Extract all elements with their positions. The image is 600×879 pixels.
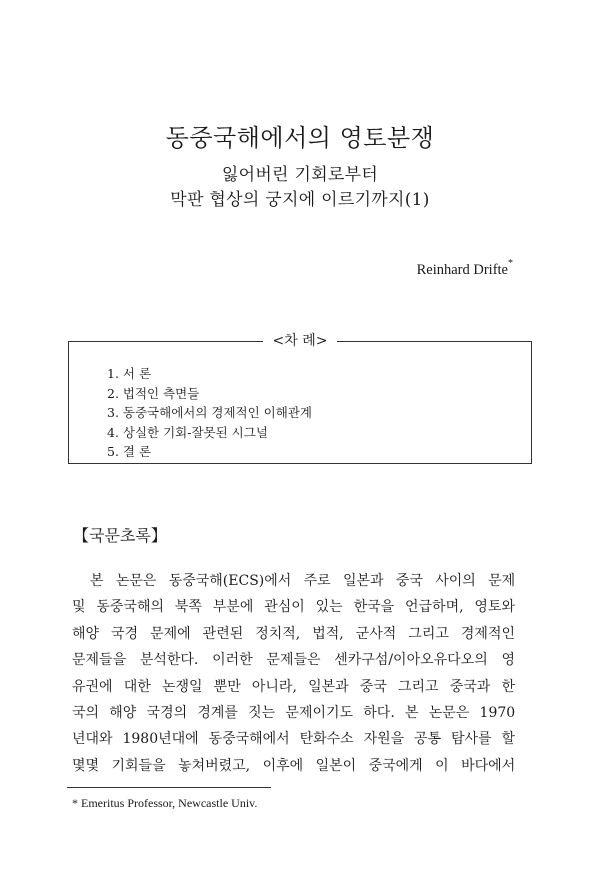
abstract-line: 국의 해양 국경의 경계를 짓는 문제이기도 하다. 본 논문은 1970 — [72, 705, 516, 722]
footnote: * Emeritus Professor, Newcastle Univ. — [72, 796, 258, 810]
abstract-line: 유권에 대한 논쟁일 뿐만 아니라, 일본과 중국 그리고 중국과 한 — [72, 678, 515, 695]
paper-subtitle-line-1: 잃어버린 기회로부터 — [221, 165, 379, 185]
abstract-line: 년대와 1980년대에 동중국해에서 탄화수소 자원을 공통 탐사를 할 — [72, 731, 515, 748]
abstract-line: 해양 국경 문제에 관련된 정치적, 법적, 군사적 그리고 경제적인 — [72, 625, 515, 642]
abstract-heading: 【국문초록】 — [73, 526, 167, 545]
author-footnote-mark: * — [508, 258, 513, 269]
abstract-line: 문제들을 분석한다. 이러한 문제들은 센카구섬/이아오유다오의 영 — [72, 652, 515, 669]
paper-title: 동중국해에서의 영토분쟁 — [165, 124, 435, 152]
paper-subtitle-line-2: 막판 협상의 궁지에 이르기까지(1) — [170, 190, 430, 210]
toc-heading-text: <차 례> — [263, 333, 338, 349]
footnote-rule — [67, 787, 271, 788]
toc-list — [107, 364, 312, 462]
abstract-line: 및 동중국해의 북쪽 부분에 관심이 있는 한국을 언급하며, 영토와 — [72, 599, 515, 616]
toc-heading — [0, 330, 600, 350]
toc-item: 1. 서 론 — [107, 366, 152, 381]
abstract-line: 본 논문은 동중국해(ECS)에서 주로 일본과 중국 사이의 문제 — [90, 573, 516, 589]
author-name: Reinhard Drifte — [416, 261, 508, 278]
abstract-body — [72, 568, 515, 779]
author-byline — [417, 260, 513, 279]
toc-item: 2. 법적인 측면들 — [107, 385, 200, 401]
abstract-line: 몇몇 기회들을 놓쳐버렸고, 이후에 일본이 중국에게 이 바다에서 — [72, 757, 516, 774]
toc-item: 3. 동중국해에서의 경제적인 이해관계 — [107, 405, 312, 421]
toc-item: 4. 상실한 기회-잘못된 시그널 — [107, 424, 268, 440]
toc-item: 5. 결 론 — [107, 444, 152, 460]
